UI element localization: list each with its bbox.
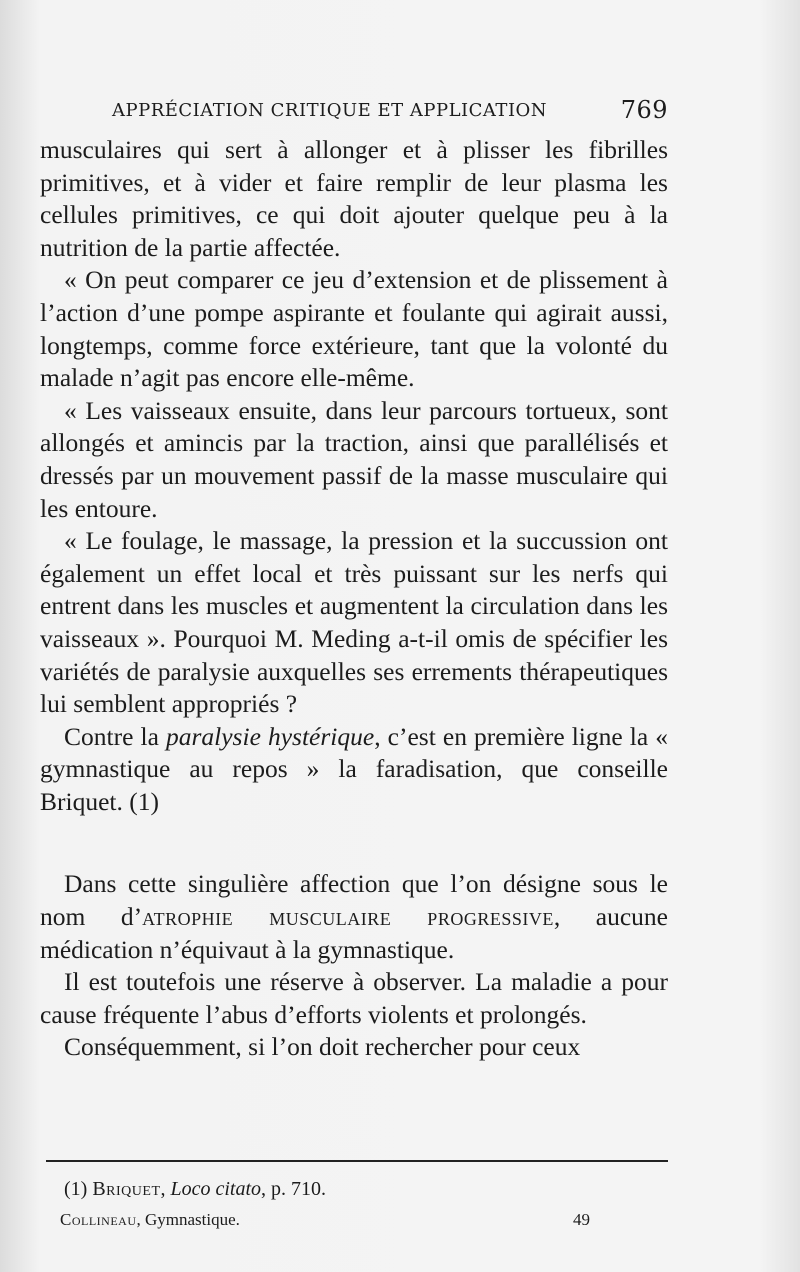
section-gap bbox=[40, 818, 668, 868]
text-fragment: Dans cette singulière affection que l’on désigne sous le nom d’ bbox=[40, 869, 668, 932]
signature-mark bbox=[60, 1210, 240, 1230]
paragraph-massage-quote: « Le foulage, le massage, la pression et la succussion ont également un effet local et très puissant sur les nerfs qui entrent dans les muscles et augmentent la circulation dans les vaisseaux ». Pourquoi M. Meding a-t-il omis de spécifier les variétés de paralysie auxquelles ses errements thérapeutiques lui semblent appropriés ? bbox=[40, 526, 668, 719]
signature-number: 49 bbox=[573, 1210, 590, 1229]
paragraph-hysterical-paralysis bbox=[40, 721, 668, 819]
footnote-author: Briquet bbox=[92, 1178, 161, 1200]
page-number: 769 bbox=[620, 96, 668, 124]
paragraph-muscular-atrophy bbox=[40, 868, 668, 966]
text-fragment: , bbox=[160, 1178, 171, 1200]
running-header bbox=[112, 96, 668, 126]
signature-work: , Gymnastique. bbox=[136, 1210, 240, 1229]
printer-signature bbox=[60, 1210, 590, 1234]
text-fragment: Contre la bbox=[64, 721, 166, 751]
paragraph-consequently: Conséquemment, si l’on doit rechercher pour ceux bbox=[64, 1032, 581, 1062]
footnote-marker: (1) bbox=[64, 1178, 93, 1200]
paragraph-vessels-quote: « Les vaisseaux ensuite, dans leur parcours tortueux, sont allongés et amincis par la traction, ainsi que parallélisés et dressés par un mouvement passif de la masse musculaire qui les entoure. bbox=[40, 395, 668, 523]
signature-author: Collineau bbox=[60, 1210, 137, 1229]
body-text bbox=[40, 134, 668, 1064]
paragraph-pump-quote: « On peut comparer ce jeu d’extension et de plissement à l’action d’une pompe aspirante et foulante qui agirait aussi, longtemps, comme force extérieure, tant que la volonté du malade n’agit pas encore elle-même. bbox=[40, 265, 668, 393]
text-fragment: , aucune médication n’équivaut à la gymnastique. bbox=[40, 902, 668, 964]
small-caps-term: atrophie musculaire progressive bbox=[142, 902, 554, 932]
paragraph-continuation: musculaires qui sert à allonger et à plisser les fibrilles primitives, et à vider et faire remplir de leur plasma les cellules primitives, ce qui doit ajouter quelque peu à la nutrition de la partie affectée. bbox=[40, 135, 668, 262]
emphasis-text: paralysie hystérique bbox=[165, 721, 375, 751]
footnote-rule bbox=[46, 1160, 668, 1162]
footnote-citation: Loco citato bbox=[170, 1178, 262, 1200]
footnote-page: , p. 710. bbox=[261, 1178, 327, 1200]
text-fragment: , c’est en première ligne la « gymnastique au repos » la faradisation, que conseille Briquet. (1) bbox=[40, 721, 669, 816]
footnote bbox=[64, 1178, 326, 1201]
paragraph-reserve: Il est toutefois une réserve à observer. La maladie a pour cause fréquente l’abus d’efforts violents et prolongés. bbox=[40, 967, 668, 1029]
header-title: APPRÉCIATION CRITIQUE ET APPLICATION bbox=[112, 100, 548, 121]
